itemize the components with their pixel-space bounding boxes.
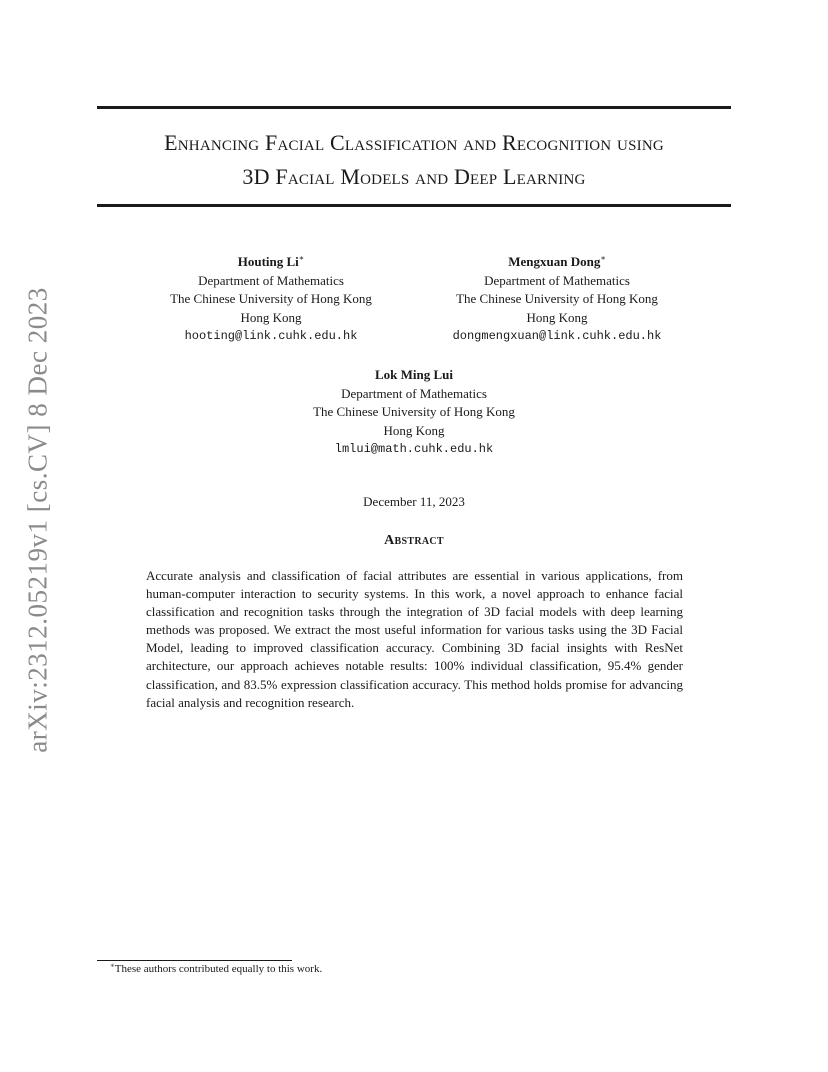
abstract-body: Accurate analysis and classification of facial attributes are essential in various applications, from human-computer interaction to security systems. In this work, a novel approach to enhance facial classification and recognition tasks through the integration of 3D facial models with deep learning methods was proposed. We extract the most useful information for various tasks using the 3D Facial Model, leading to improved classification accuracy. Combining 3D facial insights with ResNet architecture, our approach achieves notable results: 100% individual classification, 95.4% gender classification, and 83.5% expression classification accuracy. This method holds promise for advancing facial analysis and recognition research. xyxy=(146,568,683,710)
author-block-2 xyxy=(432,253,682,346)
footnote xyxy=(110,963,322,975)
author-email[interactable]: lmlui@math.cuhk.edu.hk xyxy=(334,442,494,456)
author-department: Department of Mathematics xyxy=(484,272,630,288)
author-location: Hong Kong xyxy=(526,309,588,325)
author-email[interactable]: dongmengxuan@link.cuhk.edu.hk xyxy=(452,329,662,343)
author-university: The Chinese University of Hong Kong xyxy=(456,291,658,306)
footnote-rule xyxy=(97,960,292,961)
author-block-1 xyxy=(146,253,396,346)
author-name: Mengxuan Dong∗ xyxy=(508,253,606,269)
author-department: Department of Mathematics xyxy=(198,272,344,288)
author-name: Lok Ming Lui xyxy=(374,367,454,382)
author-email[interactable]: hooting@link.cuhk.edu.hk xyxy=(184,329,358,343)
paper-title-line-2: 3D Facial Models and Deep Learning xyxy=(242,164,586,189)
title-bottom-rule xyxy=(97,204,731,207)
paper-date: December 11, 2023 xyxy=(363,494,465,509)
author-name: Houting Li∗ xyxy=(237,253,305,269)
paper-title-line-1: Enhancing Facial Classification and Recognition using xyxy=(164,130,664,155)
footnote-text: These authors contributed equally to this work. xyxy=(114,963,323,975)
author-location: Hong Kong xyxy=(383,422,445,438)
author-location: Hong Kong xyxy=(240,309,302,325)
title-top-rule xyxy=(97,106,731,109)
author-university: The Chinese University of Hong Kong xyxy=(313,404,515,419)
abstract-heading: Abstract xyxy=(384,533,444,548)
footnote-mark: ∗ xyxy=(110,961,115,970)
author-department: Department of Mathematics xyxy=(341,385,487,401)
author-university: The Chinese University of Hong Kong xyxy=(170,291,372,306)
arxiv-side-stamp: arXiv:2312.05219v1 [cs.CV] 8 Dec 2023 xyxy=(22,287,53,753)
author-block-3 xyxy=(289,366,539,459)
